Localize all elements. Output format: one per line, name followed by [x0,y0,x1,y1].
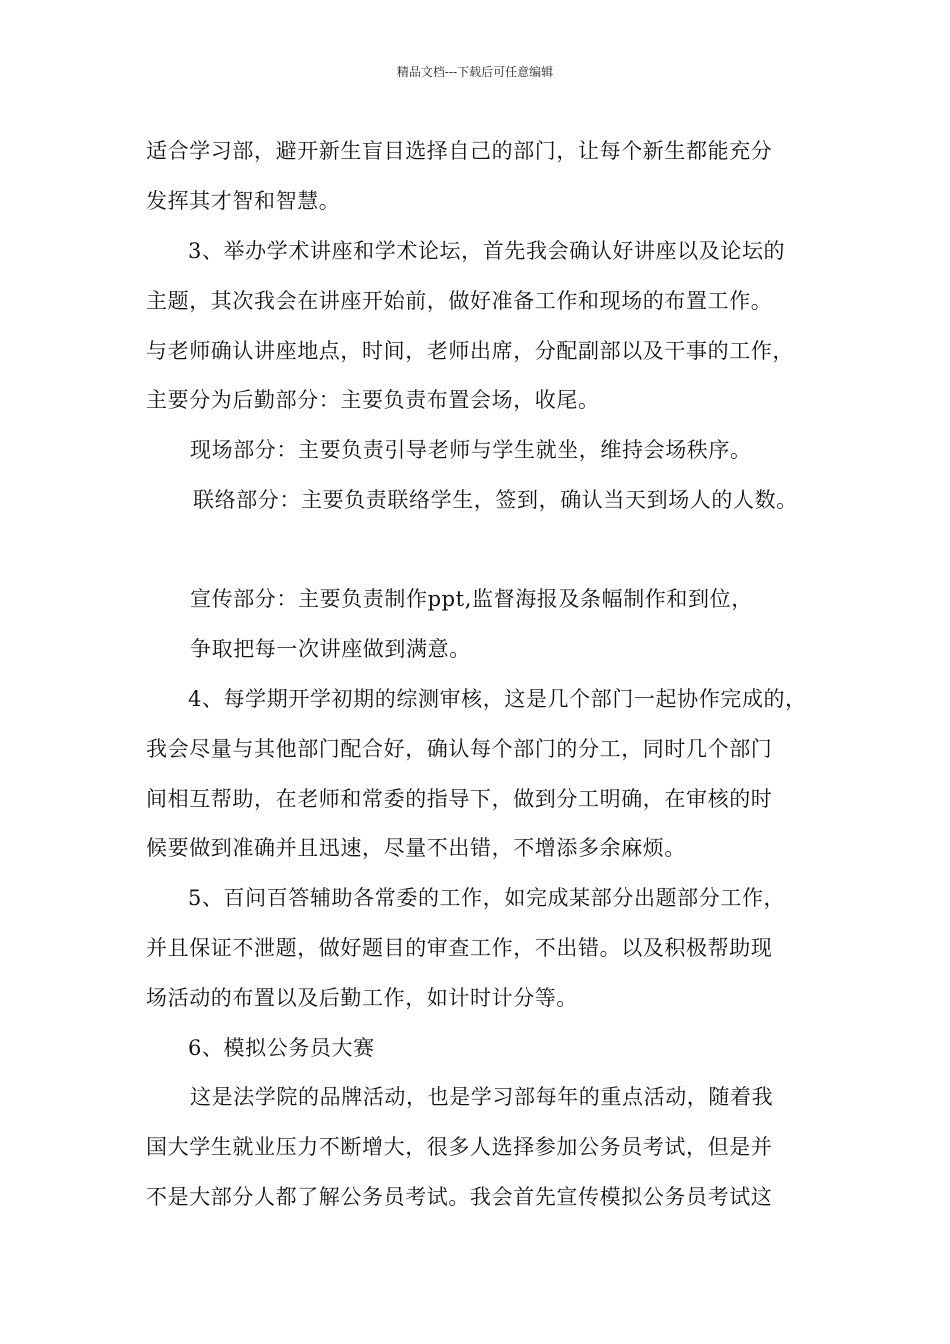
text-line: 联络部分：主要负责联络学生，签到，确认当天到场人的人数。 [193,488,798,512]
text-line: 5、百问百答辅助各常委的工作，如完成某部分出题部分工作， [188,886,786,910]
text-line: 适合学习部，避开新生盲目选择自己的部门，让每个新生都能充分 [146,139,773,163]
text-line: 间相互帮助，在老师和常委的指导下，做到分工明确，在审核的时 [146,787,773,811]
text-line: 现场部分：主要负责引导老师与学生就坐，维持会场秩序。 [190,438,752,462]
text-line: 争取把每一次讲座做到满意。 [190,637,471,661]
text-line: 场活动的布置以及后勤工作，如计时计分等。 [146,986,578,1010]
text-line: 与老师确认讲座地点，时间，老师出席，分配副部以及干事的工作， [146,339,794,363]
text-line: 我会尽量与其他部门配合好，确认每个部门的分工，同时几个部门 [146,737,773,761]
text-line: 宣传部分：主要负责制作ppt,监督海报及条幅制作和到位， [190,587,753,611]
text-line: 6、模拟公务员大赛 [188,1036,375,1060]
text-line: 主要分为后勤部分：主要负责布置会场，收尾。 [146,388,600,412]
text-line: 发挥其才智和智慧。 [146,189,341,213]
text-line: 不是大部分人都了解公务员考试。我会首先宣传模拟公务员考试这 [146,1185,773,1209]
page-header: 精品文档---下载后可任意编辑 [396,65,554,79]
text-line: 国大学生就业压力不断增大，很多人选择参加公务员考试，但是并 [146,1135,773,1159]
text-line: 3、举办学术讲座和学术论坛，首先我会确认好讲座以及论坛的 [188,239,786,263]
text-line: 这是法学院的品牌活动，也是学习部每年的重点活动，随着我 [190,1085,774,1109]
text-line: 候要做到准确并且迅速，尽量不出错，不增添多余麻烦。 [146,836,686,860]
text-line: 并且保证不泄题，做好题目的审查工作，不出错。以及积极帮助现 [146,936,773,960]
text-line: 主题，其次我会在讲座开始前，做好准备工作和现场的布置工作。 [146,289,773,313]
text-line: 4、每学期开学初期的综测审核，这是几个部门一起协作完成的， [188,687,807,711]
